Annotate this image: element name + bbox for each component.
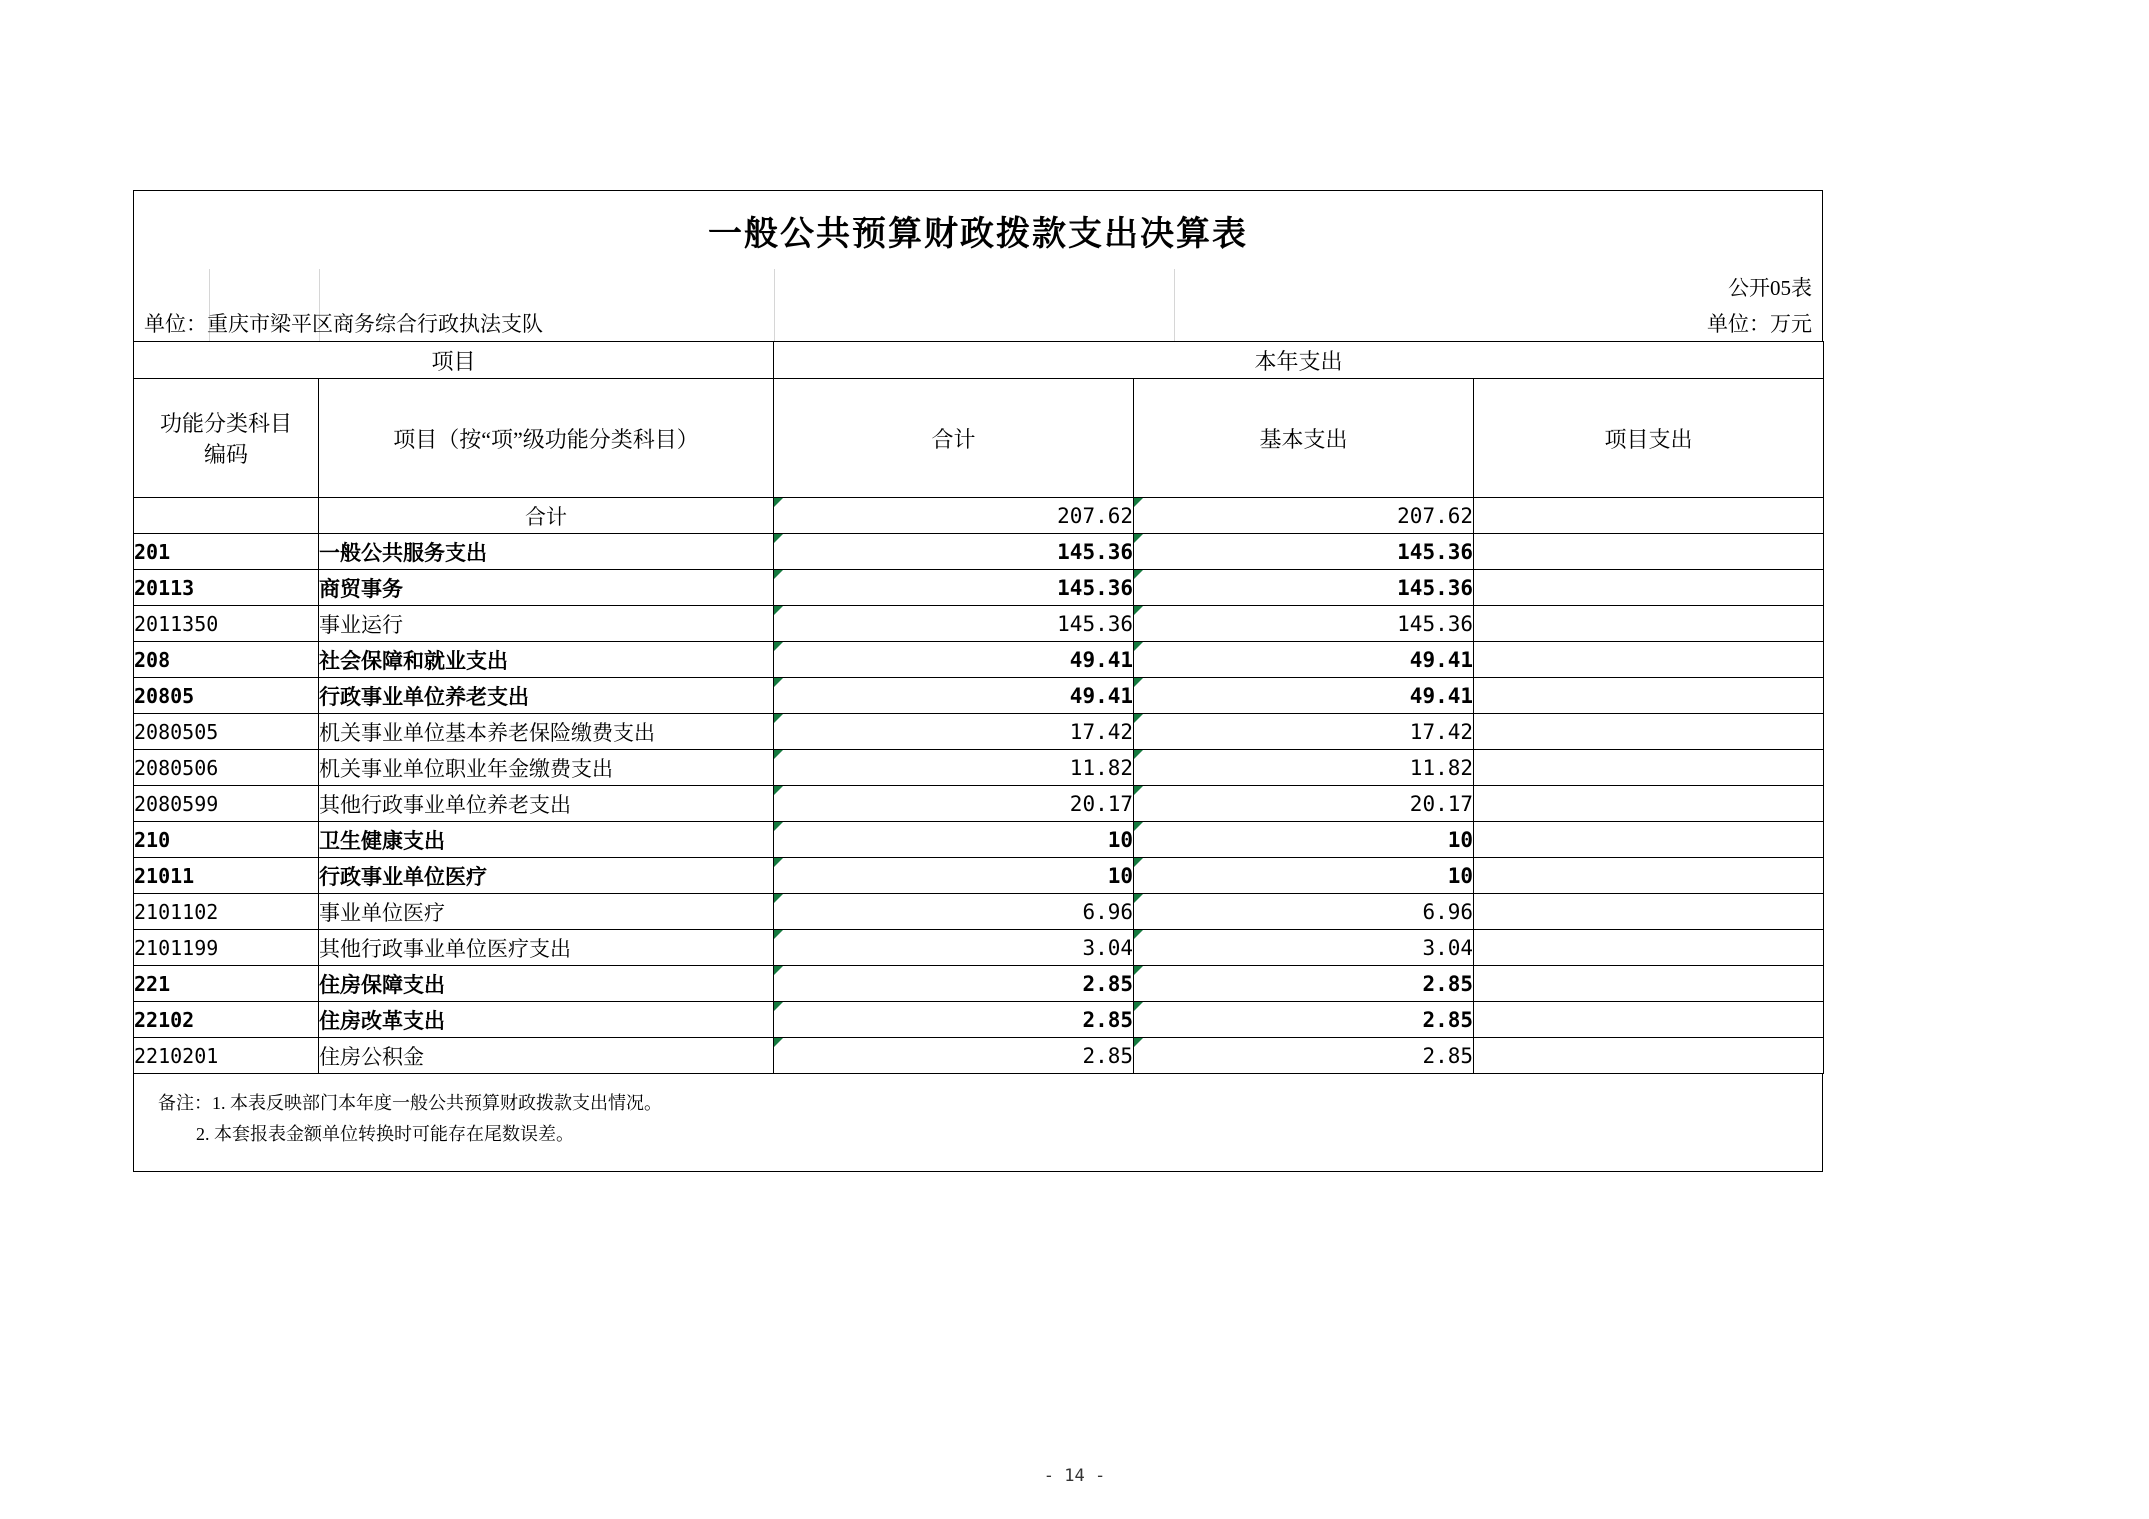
table-row — [134, 822, 1824, 858]
cell-basic-expenditure: 6.96 — [1134, 894, 1474, 930]
cell-total: 145.36 — [774, 570, 1134, 606]
cell-total: 6.96 — [774, 894, 1134, 930]
cell-item-name: 合计 — [319, 498, 774, 534]
cell-item-name: 其他行政事业单位医疗支出 — [319, 930, 774, 966]
cell-function-code: 20805 — [134, 678, 319, 714]
unit-row — [133, 305, 1823, 341]
header-col-project: 项目支出 — [1474, 379, 1824, 498]
cell-item-name: 其他行政事业单位养老支出 — [319, 786, 774, 822]
cell-basic-expenditure: 2.85 — [1134, 1038, 1474, 1074]
cell-function-code: 2080505 — [134, 714, 319, 750]
cell-basic-expenditure: 3.04 — [1134, 930, 1474, 966]
page-title: 一般公共预算财政拨款支出决算表 — [708, 213, 1248, 254]
cell-function-code: 201 — [134, 534, 319, 570]
table-row — [134, 1038, 1824, 1074]
cell-basic-expenditure: 145.36 — [1134, 570, 1474, 606]
header-col-total: 合计 — [774, 379, 1134, 498]
table-row — [134, 858, 1824, 894]
cell-basic-expenditure: 2.85 — [1134, 1002, 1474, 1038]
cell-project-expenditure — [1474, 822, 1824, 858]
cell-project-expenditure — [1474, 498, 1824, 534]
title-row — [133, 190, 1823, 269]
cell-basic-expenditure: 145.36 — [1134, 534, 1474, 570]
header-column-row — [134, 379, 1824, 498]
cell-basic-expenditure: 11.82 — [1134, 750, 1474, 786]
cell-project-expenditure — [1474, 966, 1824, 1002]
budget-sheet — [133, 190, 1823, 1172]
cell-item-name: 事业单位医疗 — [319, 894, 774, 930]
cell-basic-expenditure: 10 — [1134, 858, 1474, 894]
header-current-year-group: 本年支出 — [774, 342, 1824, 379]
cell-function-code: 221 — [134, 966, 319, 1002]
cell-function-code: 2101102 — [134, 894, 319, 930]
cell-function-code: 21011 — [134, 858, 319, 894]
cell-total: 2.85 — [774, 1038, 1134, 1074]
cell-basic-expenditure: 207.62 — [1134, 498, 1474, 534]
unit-name: 单位：重庆市梁平区商务综合行政执法支队 — [144, 312, 543, 336]
notes-block — [133, 1074, 1823, 1172]
header-project-group: 项目 — [134, 342, 774, 379]
cell-project-expenditure — [1474, 714, 1824, 750]
header-col-code-line1: 功能分类科目 — [159, 411, 292, 436]
cell-total: 2.85 — [774, 966, 1134, 1002]
cell-basic-expenditure: 145.36 — [1134, 606, 1474, 642]
table-row — [134, 642, 1824, 678]
table-row — [134, 678, 1824, 714]
cell-project-expenditure — [1474, 1002, 1824, 1038]
cell-item-name: 住房改革支出 — [319, 1002, 774, 1038]
note-line-2: 2. 本套报表金额单位转换时可能存在尾数误差。 — [196, 1123, 574, 1144]
form-code: 公开05表 — [1728, 276, 1812, 300]
cell-project-expenditure — [1474, 570, 1824, 606]
table-row — [134, 570, 1824, 606]
cell-project-expenditure — [1474, 786, 1824, 822]
cell-basic-expenditure: 49.41 — [1134, 642, 1474, 678]
table-row — [134, 1002, 1824, 1038]
table-row — [134, 750, 1824, 786]
cell-project-expenditure — [1474, 930, 1824, 966]
table-row — [134, 786, 1824, 822]
cell-item-name: 商贸事务 — [319, 570, 774, 606]
table-row — [134, 534, 1824, 570]
cell-basic-expenditure: 20.17 — [1134, 786, 1474, 822]
cell-function-code: 2101199 — [134, 930, 319, 966]
cell-total: 49.41 — [774, 678, 1134, 714]
cell-basic-expenditure: 2.85 — [1134, 966, 1474, 1002]
cell-item-name: 住房公积金 — [319, 1038, 774, 1074]
cell-project-expenditure — [1474, 678, 1824, 714]
cell-function-code: 2080599 — [134, 786, 319, 822]
cell-project-expenditure — [1474, 642, 1824, 678]
cell-item-name: 社会保障和就业支出 — [319, 642, 774, 678]
cell-total: 17.42 — [774, 714, 1134, 750]
cell-project-expenditure — [1474, 894, 1824, 930]
table-head — [134, 342, 1824, 498]
cell-total: 11.82 — [774, 750, 1134, 786]
header-col-name: 项目（按“项”级功能分类科目） — [319, 379, 774, 498]
cell-project-expenditure — [1474, 606, 1824, 642]
cell-item-name: 行政事业单位养老支出 — [319, 678, 774, 714]
cell-project-expenditure — [1474, 858, 1824, 894]
cell-function-code: 2210201 — [134, 1038, 319, 1074]
cell-item-name: 行政事业单位医疗 — [319, 858, 774, 894]
cell-function-code: 2080506 — [134, 750, 319, 786]
cell-total: 2.85 — [774, 1002, 1134, 1038]
table-row — [134, 714, 1824, 750]
note-line-1: 备注：1. 本表反映部门本年度一般公共预算财政拨款支出情况。 — [158, 1093, 662, 1113]
cell-function-code: 210 — [134, 822, 319, 858]
expenditure-table — [133, 341, 1824, 1074]
cell-function-code: 208 — [134, 642, 319, 678]
header-col-code-line2: 编码 — [203, 442, 248, 467]
cell-total: 145.36 — [774, 606, 1134, 642]
cell-function-code: 2011350 — [134, 606, 319, 642]
table-row — [134, 606, 1824, 642]
cell-item-name: 事业运行 — [319, 606, 774, 642]
cell-item-name: 机关事业单位职业年金缴费支出 — [319, 750, 774, 786]
header-group-row — [134, 342, 1824, 379]
cell-project-expenditure — [1474, 750, 1824, 786]
amount-unit: 单位：万元 — [1707, 312, 1812, 336]
cell-project-expenditure — [1474, 1038, 1824, 1074]
cell-function-code: 20113 — [134, 570, 319, 606]
cell-total: 207.62 — [774, 498, 1134, 534]
cell-item-name: 机关事业单位基本养老保险缴费支出 — [319, 714, 774, 750]
cell-total: 145.36 — [774, 534, 1134, 570]
page-number: - 14 - — [1043, 1466, 1106, 1486]
cell-total: 20.17 — [774, 786, 1134, 822]
cell-basic-expenditure: 10 — [1134, 822, 1474, 858]
cell-total: 10 — [774, 822, 1134, 858]
cell-function-code: 22102 — [134, 1002, 319, 1038]
header-col-code — [134, 379, 319, 498]
cell-item-name: 一般公共服务支出 — [319, 534, 774, 570]
header-col-basic: 基本支出 — [1134, 379, 1474, 498]
cell-total: 10 — [774, 858, 1134, 894]
cell-basic-expenditure: 17.42 — [1134, 714, 1474, 750]
cell-total: 49.41 — [774, 642, 1134, 678]
cell-basic-expenditure: 49.41 — [1134, 678, 1474, 714]
cell-project-expenditure — [1474, 534, 1824, 570]
cell-item-name: 卫生健康支出 — [319, 822, 774, 858]
cell-function-code — [134, 498, 319, 534]
table-row — [134, 498, 1824, 534]
form-code-row — [133, 269, 1823, 305]
cell-item-name: 住房保障支出 — [319, 966, 774, 1002]
table-row — [134, 894, 1824, 930]
table-row — [134, 930, 1824, 966]
table-row — [134, 966, 1824, 1002]
cell-total: 3.04 — [774, 930, 1134, 966]
table-body — [134, 498, 1824, 1074]
